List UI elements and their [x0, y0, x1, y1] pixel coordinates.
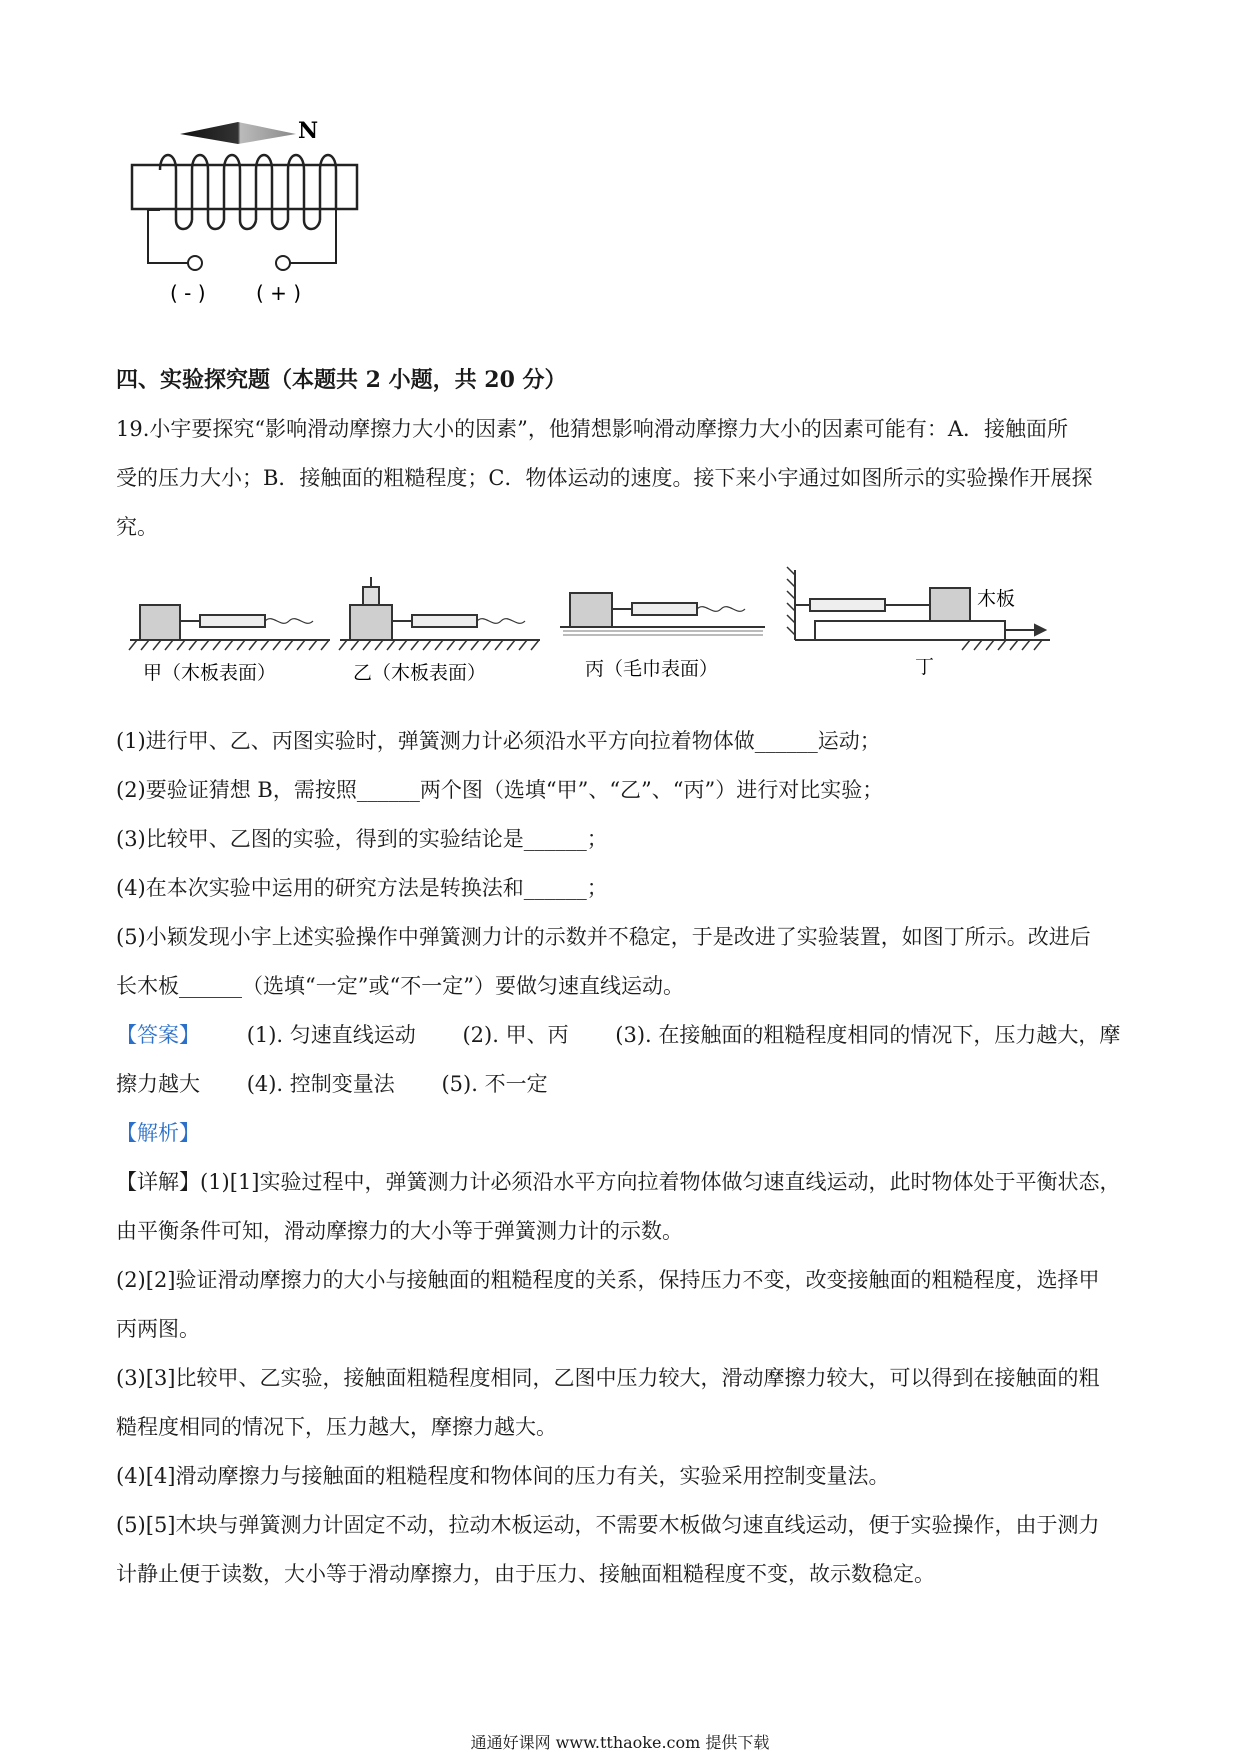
label-board: 木板 [977, 588, 1016, 610]
label-bing: 丙（毛巾表面） [585, 658, 719, 680]
block-jia [140, 605, 180, 640]
friction-experiment-figure [125, 555, 1055, 710]
block-ding [930, 588, 970, 621]
label-jia: 甲（木板表面） [143, 662, 277, 684]
analysis-d5-line1: (5)[5]木块与弹簧测力计固定不动，拉动木板运动，不需要木板做匀速直线运动，便于实验操作，由于测力 [116, 1513, 1100, 1537]
solenoid-figure [120, 110, 380, 345]
solenoid-core [132, 165, 357, 209]
north-label: N [298, 118, 319, 144]
analysis-d2-line2: 丙两图。 [116, 1317, 200, 1341]
weight-yi [363, 587, 379, 605]
spring-scale-yi [412, 615, 477, 627]
compass-needle-icon [180, 122, 296, 144]
label-ding: 丁 [915, 656, 935, 678]
analysis-d3-line2: 糙程度相同的情况下，压力越大，摩擦力越大。 [116, 1415, 557, 1439]
page-footer: 通通好课网 www.tthaoke.com 提供下载 [470, 1733, 770, 1752]
section-heading: 四、实验探究题（本题共 2 小题，共 20 分） [116, 367, 567, 393]
answer-line1 [116, 1019, 1128, 1049]
q19-sub1: (1)进行甲、乙、丙图实验时，弹簧测力计必须沿水平方向拉着物体做______运动； [116, 729, 881, 753]
answer-1: (1). 匀速直线运动 [246, 1023, 416, 1047]
analysis-d1-line2: 由平衡条件可知，滑动摩擦力的大小等于弹簧测力计的示数。 [116, 1219, 683, 1243]
answer-2: (2). 甲、丙 [462, 1023, 569, 1047]
analysis-d2-line1: (2)[2]验证滑动摩擦力的大小与接触面的粗糙程度的关系，保持压力不变，改变接触面的粗糙程度，选择甲 [116, 1268, 1100, 1292]
analysis-d4: (4)[4]滑动摩擦力与接触面的粗糙程度和物体间的压力有关，实验采用控制变量法。 [116, 1464, 890, 1488]
spring-scale-jia [200, 615, 265, 627]
q19-sub5-line2: 长木板______（选填“一定”或“不一定”）要做匀速直线运动。 [116, 974, 684, 998]
q19-sub4: (4)在本次实验中运用的研究方法是转换法和______； [116, 876, 608, 900]
answer-3-line2: 擦力越大 [116, 1072, 200, 1096]
spring-scale-bing [632, 603, 697, 615]
q19-stem-line2: 受的压力大小；B．接触面的粗糙程度；C．物体运动的速度。接下来小宇通过如图所示的实验操作开展探 [116, 466, 1093, 490]
q19-sub3: (3)比较甲、乙图的实验，得到的实验结论是______； [116, 827, 608, 851]
answer-5: (5). 不一定 [441, 1072, 548, 1096]
negative-terminal [188, 256, 202, 270]
negative-label: ( - ) [170, 281, 206, 305]
answer-tag: 【答案】 [116, 1023, 200, 1047]
block-yi [350, 605, 392, 640]
hatch-jia [129, 640, 329, 650]
analysis-d3-line1: (3)[3]比较甲、乙实验，接触面粗糙程度相同，乙图中压力较大，滑动摩擦力较大，可以得到在接触面的粗 [116, 1366, 1100, 1390]
answer-line2 [116, 1068, 1128, 1098]
label-yi: 乙（木板表面） [353, 662, 487, 684]
q19-sub5-line1: (5)小颖发现小宇上述实验操作中弹簧测力计的示数并不稳定，于是改进了实验装置，如图丁所示。改进后 [116, 925, 1091, 949]
wall-hatch-ding [787, 567, 795, 635]
analysis-d1-line1: 【详解】(1)[1]实验过程中，弹簧测力计必须沿水平方向拉着物体做匀速直线运动，此时物体处于平衡状态， [116, 1170, 1121, 1194]
right-lead-wire [290, 210, 336, 263]
towel-texture-bing [563, 631, 763, 635]
q19-sub2: (2)要验证猜想 B，需按照______两个图（选填“甲”、“乙”、“丙”）进行对比实验； [116, 778, 884, 802]
positive-terminal [276, 256, 290, 270]
long-board-ding [815, 621, 1005, 640]
block-bing [570, 593, 612, 627]
analysis-d5-line2: 计静止便于读数，大小等于滑动摩擦力，由于压力、接触面粗糙程度不变，故示数稳定。 [116, 1562, 935, 1586]
hatch-yi [339, 640, 539, 650]
hatch-ding [962, 640, 1042, 650]
answer-4: (4). 控制变量法 [246, 1072, 395, 1096]
answer-3-line1: (3). 在接触面的粗糙程度相同的情况下，压力越大，摩 [615, 1023, 1121, 1047]
spring-scale-ding [810, 599, 885, 611]
q19-stem-line3: 究。 [116, 515, 158, 539]
q19-stem-line1: 19.小宇要探究“影响滑动摩擦力大小的因素”，他猜想影响滑动摩擦力大小的因素可能有：A．接触面所 [116, 417, 1069, 441]
analysis-tag: 【解析】 [116, 1121, 200, 1145]
left-lead-wire [148, 210, 188, 263]
positive-label: ( + ) [256, 281, 302, 305]
